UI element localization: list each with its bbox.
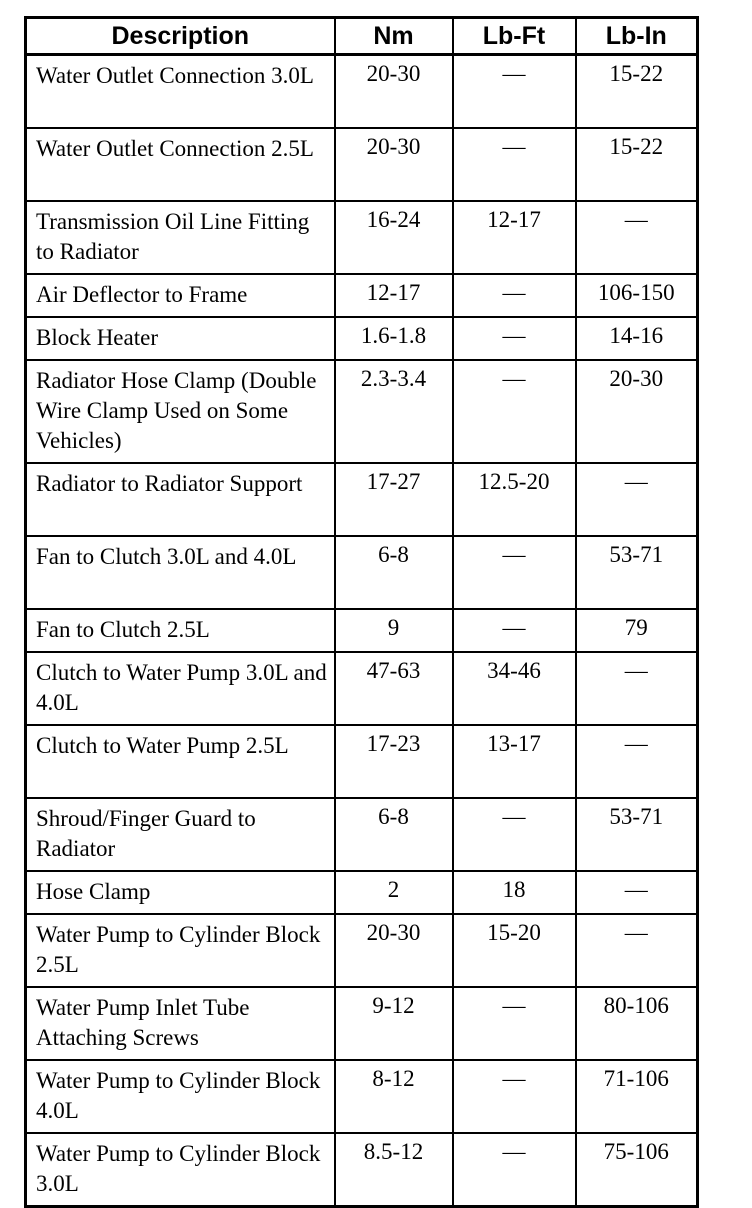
nm-cell: 8-12 <box>335 1060 453 1133</box>
lb-ft-cell: — <box>453 274 576 317</box>
nm-cell: 47-63 <box>335 652 453 725</box>
lb-in-cell: 79 <box>576 609 698 652</box>
lb-in-cell: — <box>576 201 698 274</box>
lb-ft-cell: — <box>453 317 576 360</box>
description-cell: Water Pump to Cylinder Block 4.0L <box>26 1060 335 1133</box>
nm-cell: 17-27 <box>335 463 453 536</box>
header-nm: Nm <box>335 18 453 55</box>
lb-ft-cell: 15-20 <box>453 914 576 987</box>
description-cell: Air Deflector to Frame <box>26 274 335 317</box>
table-row <box>26 317 698 360</box>
description-cell: Water Pump Inlet Tube Attaching Screws <box>26 987 335 1060</box>
lb-in-cell: 20-30 <box>576 360 698 463</box>
nm-cell: 9 <box>335 609 453 652</box>
table-row <box>26 871 698 914</box>
table-header <box>26 18 698 55</box>
nm-cell: 16-24 <box>335 201 453 274</box>
table-row <box>26 914 698 987</box>
header-description: Description <box>26 18 335 55</box>
nm-cell: 1.6-1.8 <box>335 317 453 360</box>
table-row <box>26 55 698 129</box>
torque-specifications-table <box>24 16 699 1208</box>
lb-ft-cell: — <box>453 536 576 609</box>
lb-ft-cell: 12-17 <box>453 201 576 274</box>
nm-cell: 20-30 <box>335 55 453 129</box>
description-cell: Water Pump to Cylinder Block 2.5L <box>26 914 335 987</box>
nm-cell: 9-12 <box>335 987 453 1060</box>
lb-ft-cell: — <box>453 798 576 871</box>
lb-in-cell: — <box>576 871 698 914</box>
table-row <box>26 987 698 1060</box>
description-cell: Fan to Clutch 3.0L and 4.0L <box>26 536 335 609</box>
description-cell: Clutch to Water Pump 2.5L <box>26 725 335 798</box>
nm-cell: 2 <box>335 871 453 914</box>
lb-in-cell: 71-106 <box>576 1060 698 1133</box>
description-cell: Fan to Clutch 2.5L <box>26 609 335 652</box>
lb-ft-cell: — <box>453 609 576 652</box>
table-body <box>26 55 698 1207</box>
header-lb-in: Lb-In <box>576 18 698 55</box>
nm-cell: 20-30 <box>335 128 453 201</box>
nm-cell: 2.3-3.4 <box>335 360 453 463</box>
table-row <box>26 609 698 652</box>
lb-in-cell: 53-71 <box>576 798 698 871</box>
description-cell: Clutch to Water Pump 3.0L and 4.0L <box>26 652 335 725</box>
lb-ft-cell: — <box>453 1060 576 1133</box>
description-cell: Water Outlet Connection 2.5L <box>26 128 335 201</box>
lb-in-cell: 80-106 <box>576 987 698 1060</box>
nm-cell: 8.5-12 <box>335 1133 453 1207</box>
lb-ft-cell: — <box>453 360 576 463</box>
table-row <box>26 463 698 536</box>
description-cell: Block Heater <box>26 317 335 360</box>
description-cell: Water Outlet Connection 3.0L <box>26 55 335 129</box>
table-row <box>26 536 698 609</box>
lb-in-cell: 53-71 <box>576 536 698 609</box>
description-cell: Radiator to Radiator Support <box>26 463 335 536</box>
description-cell: Hose Clamp <box>26 871 335 914</box>
nm-cell: 20-30 <box>335 914 453 987</box>
lb-in-cell: 14-16 <box>576 317 698 360</box>
table-row <box>26 128 698 201</box>
table-row <box>26 274 698 317</box>
nm-cell: 6-8 <box>335 798 453 871</box>
lb-ft-cell: 18 <box>453 871 576 914</box>
lb-ft-cell: — <box>453 55 576 129</box>
lb-in-cell: 106-150 <box>576 274 698 317</box>
lb-ft-cell: — <box>453 1133 576 1207</box>
nm-cell: 12-17 <box>335 274 453 317</box>
lb-in-cell: 15-22 <box>576 128 698 201</box>
table-row <box>26 652 698 725</box>
lb-ft-cell: — <box>453 128 576 201</box>
lb-in-cell: 75-106 <box>576 1133 698 1207</box>
lb-ft-cell: — <box>453 987 576 1060</box>
header-row <box>26 18 698 55</box>
lb-in-cell: — <box>576 463 698 536</box>
nm-cell: 17-23 <box>335 725 453 798</box>
table-row <box>26 360 698 463</box>
table-row <box>26 798 698 871</box>
table-row <box>26 1060 698 1133</box>
lb-in-cell: — <box>576 725 698 798</box>
lb-ft-cell: 13-17 <box>453 725 576 798</box>
description-cell: Water Pump to Cylinder Block 3.0L <box>26 1133 335 1207</box>
lb-ft-cell: 12.5-20 <box>453 463 576 536</box>
description-cell: Transmission Oil Line Fitting to Radiator <box>26 201 335 274</box>
table-row <box>26 725 698 798</box>
lb-in-cell: — <box>576 652 698 725</box>
lb-ft-cell: 34-46 <box>453 652 576 725</box>
table-row <box>26 201 698 274</box>
description-cell: Shroud/Finger Guard to Radiator <box>26 798 335 871</box>
lb-in-cell: 15-22 <box>576 55 698 129</box>
description-cell: Radiator Hose Clamp (Double Wire Clamp Used on Some Vehicles) <box>26 360 335 463</box>
table-row <box>26 1133 698 1207</box>
header-lb-ft: Lb-Ft <box>453 18 576 55</box>
lb-in-cell: — <box>576 914 698 987</box>
nm-cell: 6-8 <box>335 536 453 609</box>
